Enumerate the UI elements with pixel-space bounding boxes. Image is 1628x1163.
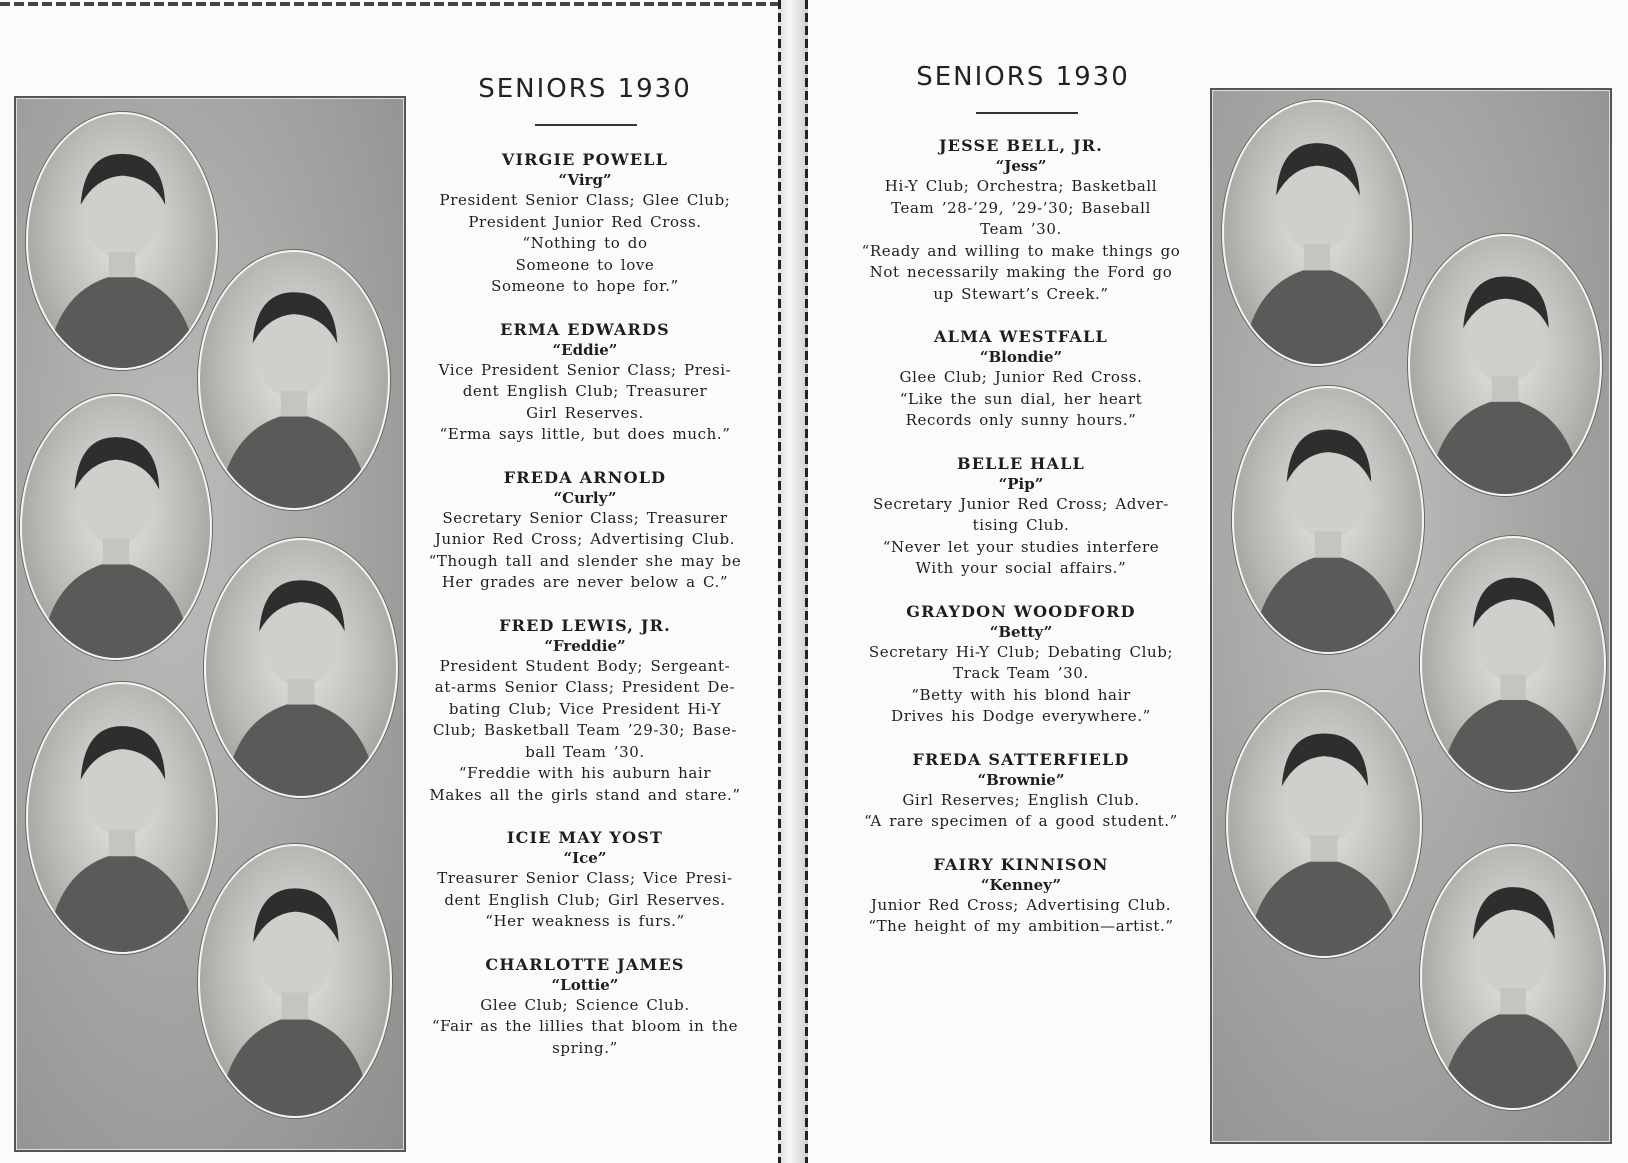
senior-entry bbox=[846, 136, 1196, 305]
senior-nickname: “Pip” bbox=[998, 474, 1044, 493]
left-photo-panel bbox=[14, 96, 406, 1152]
senior-description-line: spring.” bbox=[552, 1038, 618, 1057]
senior-description-line: Team ’28-’29, ’29-’30; Baseball bbox=[891, 198, 1151, 217]
senior-name: CHARLOTTE JAMES bbox=[485, 954, 685, 974]
senior-description-line: Secretary Hi-Y Club; Debating Club; bbox=[868, 642, 1174, 661]
senior-description-line: Treasurer Senior Class; Vice Presi- bbox=[437, 869, 733, 887]
senior-description-line: bating Club; Vice President Hi-Y bbox=[448, 699, 722, 718]
senior-nickname: “Jess” bbox=[995, 157, 1047, 175]
senior-description-line: President Student Body; Sergeant- bbox=[439, 656, 731, 675]
senior-entry bbox=[410, 828, 760, 933]
senior-description-line: “Freddie with his auburn hair bbox=[458, 764, 712, 782]
senior-description-line: “Her weakness is furs.” bbox=[485, 912, 685, 930]
senior-description-line: “A rare specimen of a good student.” bbox=[864, 812, 1178, 830]
senior-name: FREDA ARNOLD bbox=[503, 467, 667, 487]
senior-description-line: Secretary Senior Class; Treasurer bbox=[442, 508, 728, 527]
portrait-erma-edwards bbox=[198, 250, 390, 510]
senior-entry bbox=[846, 602, 1196, 728]
senior-nickname: “Lottie” bbox=[551, 975, 619, 994]
senior-description-line: With your social affairs.” bbox=[915, 559, 1127, 577]
senior-description-line: “Nothing to do bbox=[522, 234, 648, 252]
senior-name: FREDA SATTERFIELD bbox=[912, 749, 1130, 769]
senior-description-line: Drives his Dodge everywhere.” bbox=[891, 707, 1151, 725]
senior-description-line: Girl Reserves; English Club. bbox=[902, 790, 1140, 809]
senior-entry bbox=[410, 616, 760, 807]
left-entries bbox=[410, 150, 760, 1081]
senior-description-line: President Senior Class; Glee Club; bbox=[439, 191, 731, 209]
senior-description-line: Junior Red Cross; Advertising Club. bbox=[434, 530, 736, 548]
senior-description-line: “Fair as the lillies that bloom in the bbox=[431, 1017, 739, 1035]
senior-description-line: Secretary Junior Red Cross; Adver- bbox=[873, 494, 1169, 513]
senior-entry bbox=[846, 750, 1196, 833]
right-page bbox=[808, 0, 1628, 1163]
senior-name: JESSE BELL, JR. bbox=[938, 136, 1104, 155]
senior-name: FAIRY KINNISON bbox=[933, 854, 1109, 874]
senior-description-line: Club; Basketball Team ’29-30; Base- bbox=[432, 721, 738, 739]
senior-name: GRAYDON WOODFORD bbox=[906, 601, 1136, 621]
portrait-fred-lewis bbox=[204, 538, 398, 798]
senior-description-line: tising Club. bbox=[972, 516, 1070, 534]
portrait-graydon-woodford bbox=[1420, 536, 1606, 792]
senior-description-line: Girl Reserves. bbox=[526, 403, 644, 422]
page-title: SENIORS 1930 bbox=[478, 74, 692, 104]
top-border bbox=[0, 2, 778, 6]
senior-nickname: “Ice” bbox=[563, 849, 607, 867]
senior-entry bbox=[410, 468, 760, 594]
senior-description-line: up Stewart’s Creek.” bbox=[933, 284, 1109, 303]
senior-description-line: Junior Red Cross; Advertising Club. bbox=[870, 895, 1172, 914]
senior-entry bbox=[410, 955, 760, 1060]
senior-description-line: Track Team ’30. bbox=[953, 664, 1089, 682]
senior-name: ICIE MAY YOST bbox=[506, 828, 664, 847]
senior-description-line: “Like the sun dial, her heart bbox=[899, 389, 1143, 408]
senior-name: BELLE HALL bbox=[956, 453, 1085, 473]
senior-description-line: President Junior Red Cross. bbox=[468, 212, 702, 231]
page-title: SENIORS 1930 bbox=[916, 62, 1130, 92]
portrait-jesse-bell bbox=[1222, 100, 1412, 366]
senior-nickname: “Freddie” bbox=[544, 636, 626, 655]
right-photo-panel bbox=[1210, 88, 1612, 1144]
title-rule bbox=[535, 124, 637, 126]
portrait-icie-may-yost bbox=[26, 682, 218, 954]
senior-nickname: “Curly” bbox=[553, 488, 617, 507]
senior-entry bbox=[410, 320, 760, 446]
senior-description-line: Someone to hope for.” bbox=[491, 277, 679, 295]
portrait-belle-hall bbox=[1232, 386, 1424, 654]
senior-entry bbox=[846, 327, 1196, 432]
right-entries bbox=[846, 136, 1196, 960]
senior-description-line: Makes all the girls stand and stare.” bbox=[429, 785, 741, 804]
senior-description-line: Glee Club; Junior Red Cross. bbox=[899, 368, 1143, 386]
portrait-virgie-powell bbox=[26, 112, 218, 370]
senior-description-line: “Ready and willing to make things go bbox=[861, 241, 1181, 260]
senior-description-line: dent English Club; Girl Reserves. bbox=[444, 890, 726, 909]
senior-description-line: ball Team ’30. bbox=[525, 742, 645, 761]
senior-description-line: Her grades are never below a C.” bbox=[441, 573, 729, 591]
portrait-freda-satterfield bbox=[1226, 690, 1422, 958]
senior-nickname: “Betty” bbox=[989, 622, 1053, 641]
portrait-charlotte-james bbox=[198, 844, 392, 1118]
senior-entry bbox=[846, 454, 1196, 580]
senior-description-line: Team ’30. bbox=[980, 220, 1062, 238]
senior-nickname: “Blondie” bbox=[979, 348, 1063, 366]
senior-nickname: “Kenney” bbox=[980, 875, 1062, 894]
senior-name: ERMA EDWARDS bbox=[500, 319, 670, 339]
senior-description-line: Glee Club; Science Club. bbox=[480, 995, 690, 1014]
senior-description-line: “Erma says little, but does much.” bbox=[439, 425, 731, 443]
senior-description-line: Vice President Senior Class; Presi- bbox=[438, 360, 732, 379]
senior-description-line: at-arms Senior Class; President De- bbox=[434, 678, 736, 696]
left-page bbox=[0, 0, 778, 1163]
portrait-alma-westfall bbox=[1408, 234, 1602, 496]
title-rule bbox=[976, 112, 1078, 114]
page-gutter bbox=[778, 0, 808, 1163]
senior-description-line: Hi-Y Club; Orchestra; Basketball bbox=[884, 177, 1158, 195]
senior-description-line: Not necessarily making the Ford go bbox=[869, 263, 1173, 281]
senior-nickname: “Eddie” bbox=[552, 340, 618, 359]
senior-nickname: “Virg” bbox=[558, 171, 612, 189]
portrait-freda-arnold bbox=[20, 394, 212, 660]
senior-description-line: Records only sunny hours.” bbox=[905, 411, 1137, 429]
senior-description-line: “Never let your studies interfere bbox=[882, 537, 1160, 556]
senior-nickname: “Brownie” bbox=[977, 770, 1065, 789]
senior-description-line: “Betty with his blond hair bbox=[911, 685, 1131, 704]
senior-description-line: Someone to love bbox=[515, 255, 655, 274]
senior-description-line: “The height of my ambition—artist.” bbox=[868, 917, 1174, 935]
portrait-fairy-kinnison bbox=[1420, 844, 1606, 1110]
senior-entry bbox=[846, 855, 1196, 938]
senior-name: VIRGIE POWELL bbox=[501, 150, 669, 169]
senior-description-line: “Though tall and slender she may be bbox=[428, 551, 742, 570]
senior-name: ALMA WESTFALL bbox=[934, 327, 1108, 346]
senior-description-line: dent English Club; Treasurer bbox=[462, 382, 708, 400]
senior-name: FRED LEWIS, JR. bbox=[499, 615, 671, 635]
senior-entry bbox=[410, 150, 760, 298]
